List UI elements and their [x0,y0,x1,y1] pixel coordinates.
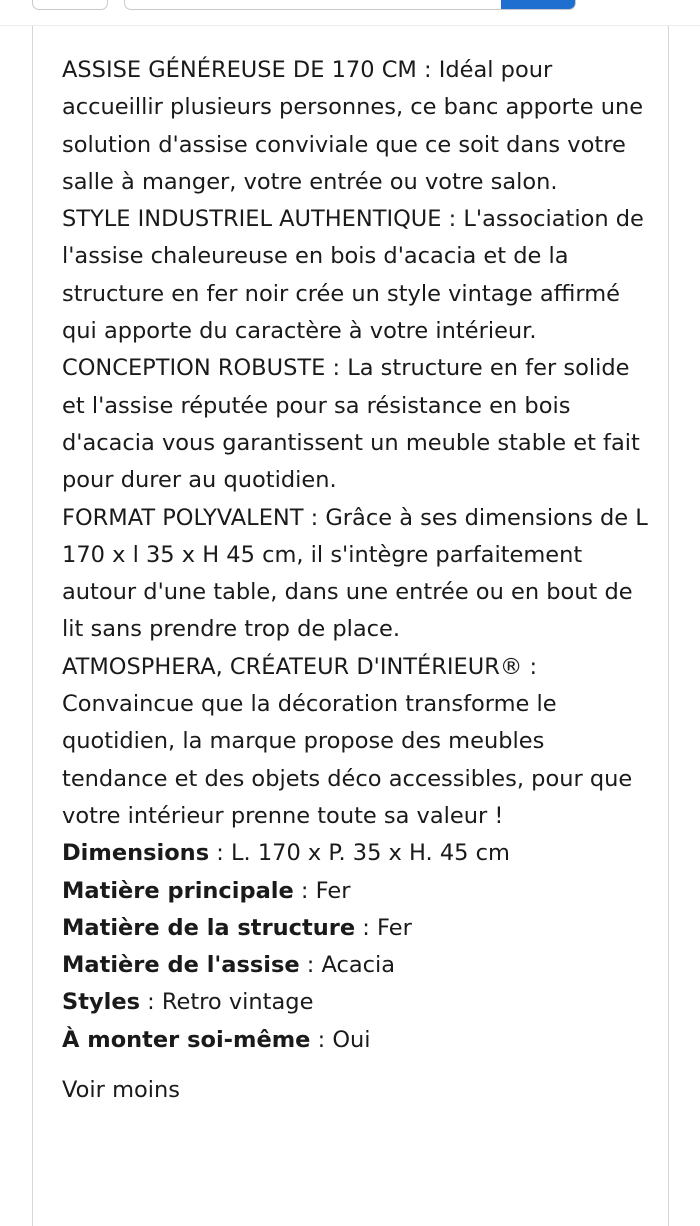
description-paragraph: ATMOSPHERA, CRÉATEUR D'INTÉRIEUR® : Convaincue que la décoration transforme le quotidien, la marque propose des meubles tendance et des objets déco accessibles, pour que votre intérieur prenne toute sa valeur ! [62,653,633,829]
spec-label: Matière de la structure [62,914,356,941]
search-input[interactable] [124,0,576,10]
spec-row-assembly [62,1022,652,1059]
spec-label: Matière principale [62,877,294,904]
spec-value: : L. 170 x P. 35 x H. 45 cm [209,840,510,867]
description-paragraph: STYLE INDUSTRIEL AUTHENTIQUE : L'association de l'assise chaleureuse en bois d'acacia et de la structure en fer noir crée un style vintage affirmé qui apporte du caractère à votre intérieur. [62,206,644,345]
spec-label: Styles [62,989,140,1016]
search-button[interactable] [501,0,575,9]
spec-label: À monter soi-même [62,1026,311,1053]
product-description [62,52,652,1109]
spec-row-main-material [62,873,652,910]
spec-label: Dimensions [62,840,210,867]
description-paragraph: CONCEPTION ROBUSTE : La structure en fer solide et l'assise réputée pour sa résistance en bois d'acacia vous garantissent un meuble stable et fait pour durer au quotidien. [62,355,640,494]
spec-value: : Fer [293,877,351,904]
spec-row-styles [62,984,652,1021]
spec-row-structure-material [62,910,652,947]
spec-row-dimensions [62,835,652,872]
spec-label: Matière de l'assise [62,952,300,979]
see-less-link[interactable]: Voir moins [62,1077,180,1104]
spec-value: : Acacia [299,952,396,979]
top-toolbar [0,0,700,26]
description-paragraph: FORMAT POLYVALENT : Grâce à ses dimensions de L 170 x l 35 x H 45 cm, il s'intègre parfaitement autour d'une table, dans une entrée ou en bout de lit sans prendre trop de place. [62,504,648,643]
description-paragraph: ASSISE GÉNÉREUSE DE 170 CM : Idéal pour accueillir plusieurs personnes, ce banc apporte une solution d'assise conviviale que ce soit dans votre salle à manger, votre entrée ou votre salon. [62,57,644,195]
spec-row-seat-material [62,947,652,984]
spec-value: : Retro vintage [140,989,314,1016]
spec-value: : Fer [355,914,412,941]
toolbar-button[interactable] [32,0,108,10]
spec-value: : Oui [310,1026,371,1053]
